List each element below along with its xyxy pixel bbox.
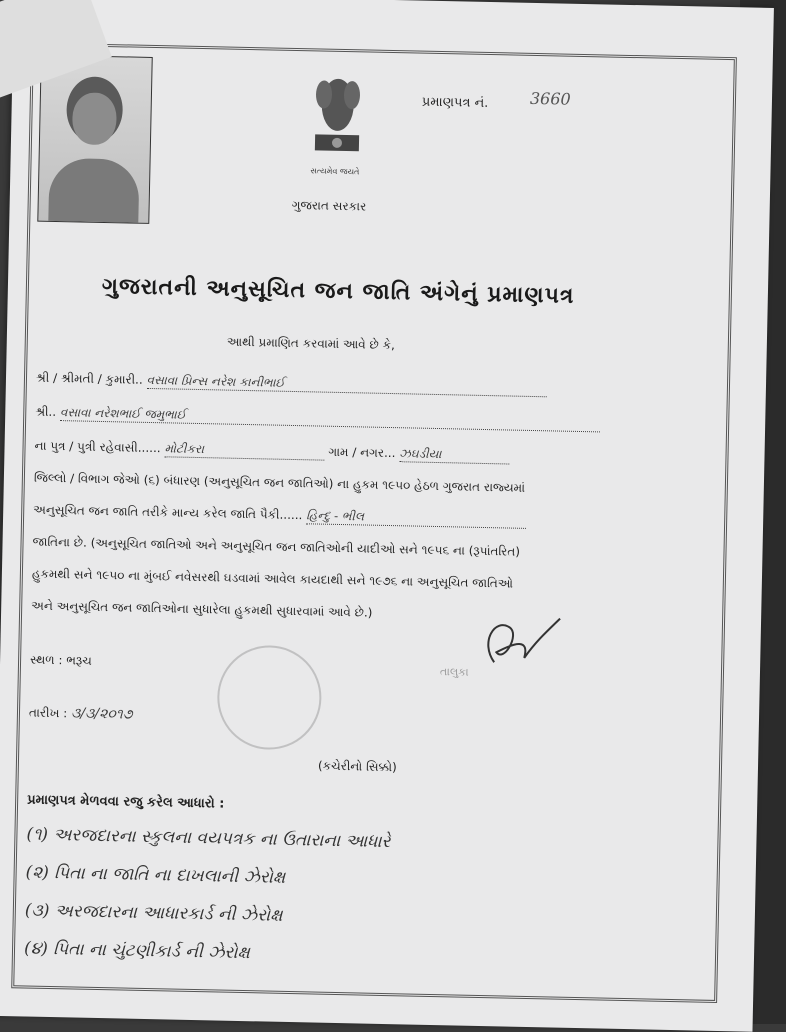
village-value: ઝઘડીયા bbox=[399, 446, 509, 464]
date-line bbox=[29, 705, 133, 723]
certificate-number-value: 3660 bbox=[529, 88, 571, 109]
documents-heading: પ્રમાણપત્ર મેળવવા રજુ કરેલ આધારો : bbox=[27, 792, 225, 812]
applicant-photo bbox=[37, 55, 152, 224]
name-prefix: શ્રી / શ્રીમતી / કુમારી.. bbox=[35, 370, 143, 387]
father-value: વસાવા નરેશભાઈ જમુભાઈ bbox=[60, 405, 600, 432]
certificate-title: ગુજરાતની અનુસૂચિત જન જાતિ અંગેનું પ્રમાણપત્ર bbox=[101, 273, 575, 309]
tribe-value: હિન્દુ - ભીલ bbox=[306, 508, 526, 529]
document-item-3: (૩) અરજદારના આધારકાર્ડ ની ઝેરોક્ષ bbox=[24, 900, 283, 926]
intro-text: આથી પ્રમાણિત કરવામાં આવે છે કે, bbox=[226, 334, 396, 353]
village-label: ગામ / નગર... bbox=[328, 444, 396, 461]
date-label: તારીખ : bbox=[28, 705, 68, 721]
father-prefix: શ્રી.. bbox=[35, 404, 57, 420]
place-label: સ્થળ : ભરૂચ bbox=[29, 652, 93, 668]
taluka-stamp: તાલુકા bbox=[439, 665, 469, 679]
order-line-1: જાતિના છે. (અનુસૂચિત જાતિઓ અને અનુસૂચિત જન જાતિઓની યાદીઓ સને ૧૯૫૬ ના (રૂપાંતરિત) bbox=[32, 534, 521, 559]
document-item-1: (૧) અરજદારના સ્કુલના વયપત્રક ના ઉતારાના આધારે bbox=[26, 824, 391, 853]
emblem-motto: સત્યમેવ જયતે bbox=[310, 166, 360, 177]
document-item-2: (૨) પિતા ના જાતિ ના દાખલાની ઝેરોક્ષ bbox=[25, 862, 286, 888]
tribe-prefix: અનુસૂચિત જન જાતિ તરીકે માન્ય કરેલ જાતિ પૈકી...... bbox=[33, 502, 303, 523]
district-line: જિલ્લો / વિભાગ જેઓ (૬) બંધારણ (અનુસૂચિત જન જાતિઓ) ના હુકમ ૧૯૫૦ હેઠળ ગુજરાત રાજ્યમાં bbox=[33, 470, 526, 495]
order-line-3: અને અનુસૂચિત જન જાતિઓના સુધારેલા હુકમથી સુધારવામાં આવે છે.) bbox=[31, 598, 373, 620]
government-name: ગુજરાત સરકાર bbox=[291, 197, 367, 214]
office-seal-label: (કચેરીનો સિક્કો) bbox=[317, 758, 397, 775]
residence-value: મોટીકરા bbox=[164, 441, 324, 460]
name-value: વસાવા પ્રિન્સ નરેશ કાનીભાઈ bbox=[146, 373, 546, 397]
document-item-4: (૪) પિતા ના ચુંટણીકાર્ડ ની ઝેરોક્ષ bbox=[23, 938, 250, 964]
emblem-icon bbox=[307, 64, 369, 165]
certificate-number-label: પ્રમાણપત્ર નં. bbox=[421, 94, 489, 111]
residence-prefix: ના પુત્ર / પુત્રી રહેવાસી...... bbox=[34, 438, 161, 456]
signature-icon bbox=[474, 612, 565, 684]
order-line-2: હુકમથી સને ૧૯૫૦ ના મુંબઈ નવેસરથી ઘડવામાં આવેલ કાયદાથી સને ૧૯૭૬ ના અનુસૂચિત જાતિઓ bbox=[31, 566, 514, 591]
date-value: ૩/૩/૨૦૧૭ bbox=[70, 705, 133, 723]
